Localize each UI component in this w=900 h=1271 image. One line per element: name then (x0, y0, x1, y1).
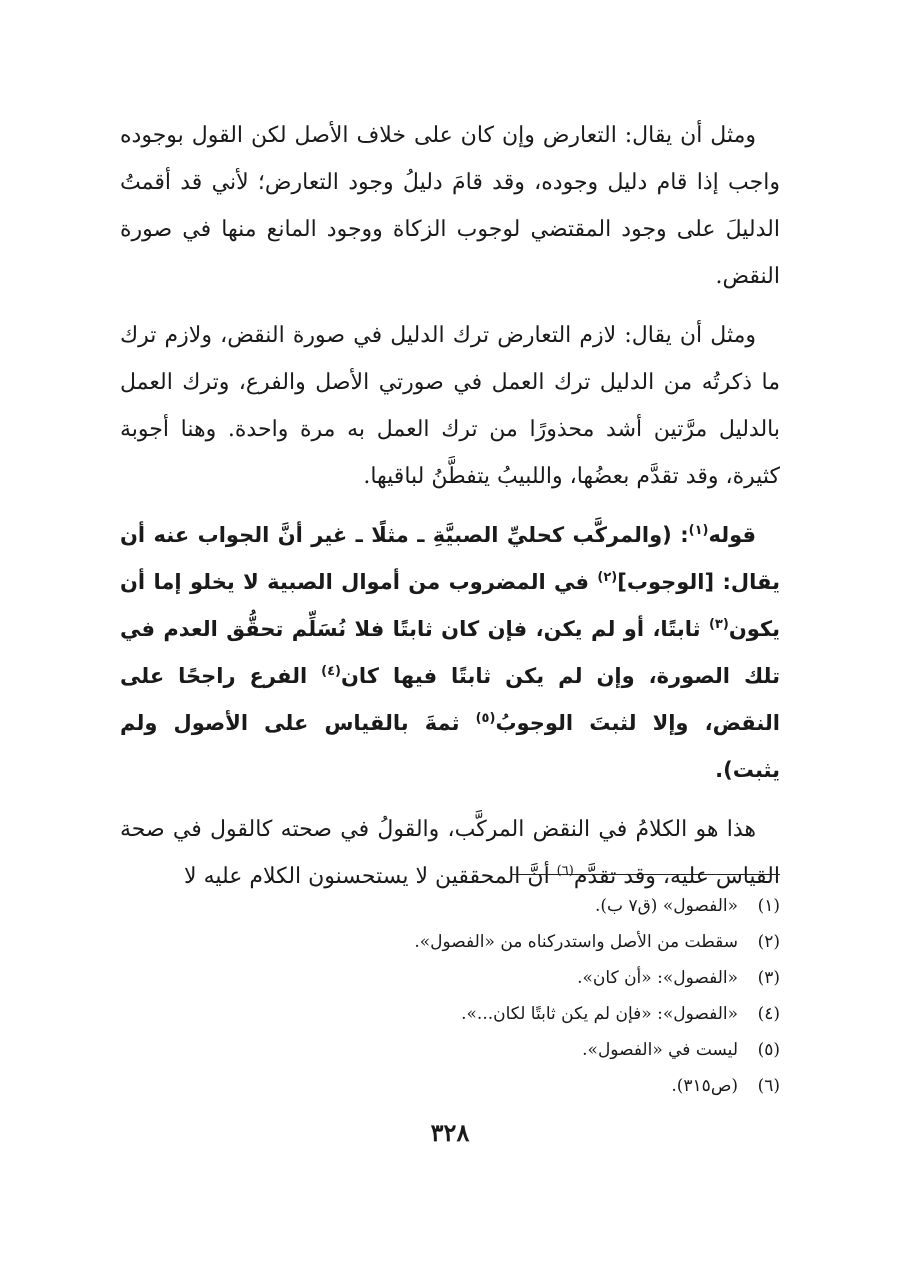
footnote-1 (120, 888, 780, 924)
footnote-number: (٣) (757, 968, 780, 988)
footnote-text: «الفصول»: «أن كان». (577, 968, 738, 988)
footnote-divider (512, 874, 780, 875)
paragraph-3-quote (120, 512, 780, 794)
footnote-text: ليست في «الفصول». (582, 1040, 738, 1060)
page-number: ٣٢٨ (430, 1118, 470, 1147)
footnote-6 (120, 1068, 780, 1104)
footnote-text: سقطت من الأصل واستدركناه من «الفصول». (414, 932, 738, 952)
footnote-text: «الفصول»: «فإن لم يكن ثابتًا لكان...». (461, 1004, 738, 1024)
footnote-number: (١) (757, 896, 780, 916)
footnote-number: (٤) (757, 1004, 780, 1024)
footnote-number: (٢) (757, 932, 780, 952)
paragraph-4 (120, 806, 780, 900)
footnote-5 (120, 1032, 780, 1068)
footnote-ref-2: (٢) (597, 570, 618, 585)
paragraph-2: ومثل أن يقال: لازم التعارض ترك الدليل في صورة النقض، ولازم ترك ما ذكرتُه من الدليل ترك العمل في صورتي الأصل والفرع، وترك العمل بالدليل مرَّتين أشد محذورًا من ترك العمل به مرة واحدة. وهنا أجوبة كثيرة، وقد تقدَّم بعضُها، واللبيبُ يتفطَّنُ لباقيها. (120, 323, 780, 489)
quote-text: قوله (708, 523, 756, 547)
footnote-ref-3: (٣) (708, 617, 729, 632)
footnote-text: (ص٣١٥). (671, 1076, 738, 1096)
footnote-2 (120, 924, 780, 960)
footnote-number: (٦) (757, 1076, 780, 1096)
quote-text: : (والمركَّب كحليِّ الصبيَّةِ ـ مثلًا ـ غير أنَّ الجواب عنه أن يقال: [الوجوب] (120, 523, 780, 594)
quote-text: ثمةَ بالقياس على الأصول ولم يثبت). (120, 711, 780, 782)
quote-text: ثابتًا، أو لم يكن، فإن كان ثابتًا فلا نُسَلِّم تحقُّق العدم في تلك الصورة، وإن لم يكن ثابتًا فيها كان (120, 617, 780, 688)
quote-text: الفرع راجحًا على النقض، وإلا لثبتَ الوجوبُ (120, 664, 780, 735)
footnote-ref-1: (١) (688, 523, 709, 538)
quote-text: في المضروب من أموال الصبية لا يخلو إما أن يكون (120, 570, 780, 641)
paragraph-1: ومثل أن يقال: التعارض وإن كان على خلاف الأصل لكن القول بوجوده واجب إذا قام دليل وجوده، وقد قامَ دليلُ وجود التعارض؛ لأني قد أقمتُ الدليلَ على وجود المقتضي لوجوب الزكاة ووجود المانع منها في صورة النقض. (120, 123, 780, 289)
paragraph-text: هذا هو الكلامُ في النقض المركَّب، والقولُ في صحته كالقول في صحة القياس عليه، وقد تقدَّم (120, 817, 780, 889)
paragraph-text: أنَّ المحققين لا يستحسنون الكلام عليه لا (184, 864, 557, 889)
footnote-text: «الفصول» (ق٧ ب). (595, 896, 738, 916)
main-text (120, 112, 780, 912)
footnote-number: (٥) (757, 1040, 780, 1060)
footnote-3 (120, 960, 780, 996)
footnote-4 (120, 996, 780, 1032)
footnote-ref-4: (٤) (321, 664, 341, 679)
footnote-ref-6: (٦) (556, 863, 574, 879)
footnotes-list (120, 888, 780, 1104)
footnote-ref-5: (٥) (475, 711, 496, 726)
